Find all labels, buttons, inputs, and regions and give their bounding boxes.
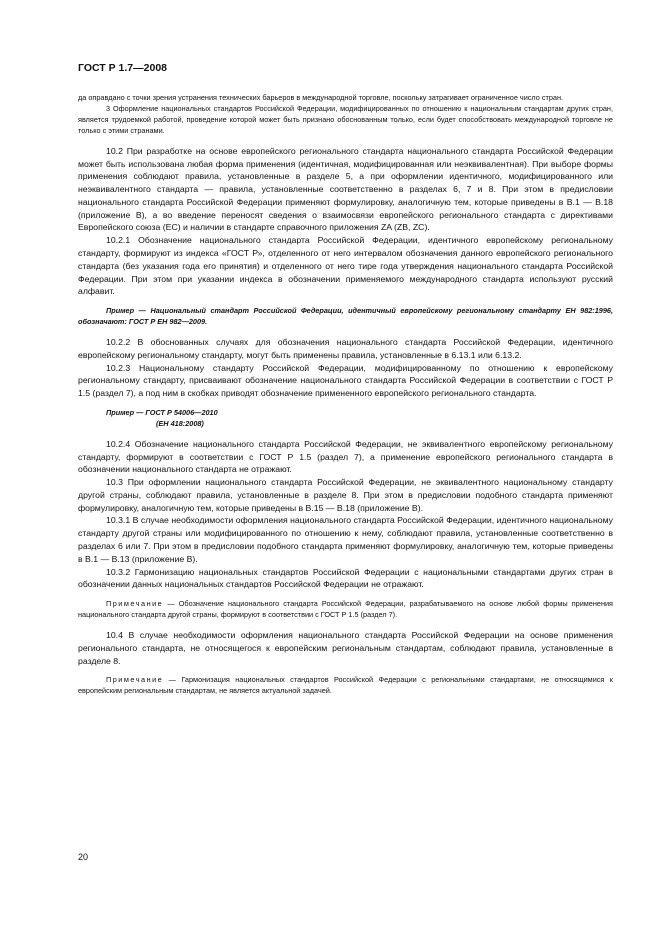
note-a-text: — Обозначение национального стандарта Российской Федерации, разрабатываемого на основе любой формы применения национального стандарта другой страны, формируют в соответствии с ГОСТ Р 1.5 (раздел 7).	[78, 599, 613, 620]
para-10-3-1: 10.3.1 В случае необходимости оформления национального стандарта Российской Федерации, идентичного национальному стандарту другой страны или модифицированного по отношению к нему, соблюдают правила, установленные соответственно в разделах 6 или 7. При этом в предисловии подобного стандарта применяют формулировку, аналогичную тем, которые приведены в В.1 — В.13 (приложение В).	[78, 515, 613, 564]
note-3: 3 Оформление национальных стандартов Российской Федерации, модифицированных по отношению к национальным стандартам других стран, является трудоемкой работой, проведение которой может быть признано обоснованным только, если будет способствовать международной торговле не только с этими странами.	[78, 103, 613, 135]
example-1: Пример — Национальный стандарт Российской Федерации, идентичный европейскому региональному стандарту ЕН 982:1996, обозначают: ГОСТ Р ЕН 982—2009.	[78, 306, 613, 327]
example-2-designation: Пример — ГОСТ Р 54006—2010	[106, 407, 218, 417]
page-number: 20	[78, 852, 89, 862]
page-content	[78, 62, 613, 697]
para-10-2-3: 10.2.3 Национальному стандарту Российской Федерации, модифицированному по отношению к европейскому региональному стандарту, присваивают обозначение национального стандарта Российской Федерации в соответствии с ГОСТ Р 1.5 (раздел 7), а под ним в скобках приводят обозначение примененного европейского регионального стандарта.	[78, 362, 613, 399]
note-continuation: да оправдано с точки зрения устранения технических барьеров в международной торговле, поскольку затрагивает ограниченное число стран.	[78, 93, 564, 102]
para-10-3: 10.3 При оформлении национального стандарта Российской Федерации, не эквивалентного национальному стандарту другой страны, соблюдают правила, установленные в разделе 8. При этом в предисловии подобного стандарта применяют формулировку, аналогичную тем, которые приведены в В.15 — В.18 (приложение В).	[78, 477, 613, 513]
note-b-text: — Гармонизация национальных стандартов Российской Федерации с региональными стандартами, не относящимися к европейским региональным стандартам, не является актуальной задачей.	[78, 675, 613, 696]
para-10-2-1: 10.2.1 Обозначение национального стандарта Российской Федерации, идентичного европейскому региональному стандарту, формируют из индекса «ГОСТ Р», отделенного от него интервалом обозначения данного европейского регионального стандарта (без указания года его принятия) и отделенного от него тире года утверждения национального стандарта Российской Федерации. При этом при указании индекса в обозначении применяемого международного стандарта используют русский алфавит.	[78, 235, 613, 297]
example-2	[78, 408, 613, 430]
example-2-source: (ЕН 418:2008)	[156, 418, 204, 428]
note-a	[78, 599, 613, 621]
para-10-2-2: 10.2.2 В обоснованных случаях для обозначения национального стандарта Российской Федерации, идентичного европейскому региональному стандарту, могут быть применены правила, установленные в 6.13.1 или 6.13.2.	[78, 337, 613, 360]
para-10-3-2: 10.3.2 Гармонизацию национальных стандартов Российской Федерации с национальными стандартами других стран в обозначении данных национальных стандартов Российской Федерации не отражают.	[78, 566, 613, 590]
para-10-2: 10.2 При разработке на основе европейского регионального стандарта национального стандарта Российской Федерации может быть использована любая форма применения (идентичная, модифицированная или неэквивалентная). При выборе формы применения соблюдают правила, установленные в разделе 5, а при оформлении идентичного, модифицированного или неэквивалентного стандарта — правила, установленные соответственно в разделах 6, 7 и 8. При этом в предисловии национального стандарта Российской Федерации применяют формулировку, аналогичную тем, которые приведены в В.1 — В.18 (приложение В), а во введение переносят сведения о взаимосвязи европейского регионального стандарта с директивами Европейского союза (ЕС) и наличии в стандарте справочного приложения ZA (ZB, ZC).	[78, 145, 613, 233]
para-10-2-4: 10.2.4 Обозначение национального стандарта Российской Федерации, не эквивалентного европейскому региональному стандарту, формируют в соответствии с ГОСТ Р 1.5 (раздел 7), а применение европейского регионального стандарта в обозначении национального стандарта не отражают.	[78, 438, 613, 475]
para-10-4: 10.4 В случае необходимости оформления национального стандарта Российской Федерации на основе применения регионального стандарта, не относящегося к европейским региональным стандартам, соблюдают правила, установленные в разделе 8.	[78, 630, 613, 666]
note-b-label: Примечание	[106, 675, 164, 685]
document-header: ГОСТ Р 1.7—2008	[78, 62, 168, 74]
note-b	[78, 675, 613, 697]
note-a-label: Примечание	[106, 599, 164, 609]
